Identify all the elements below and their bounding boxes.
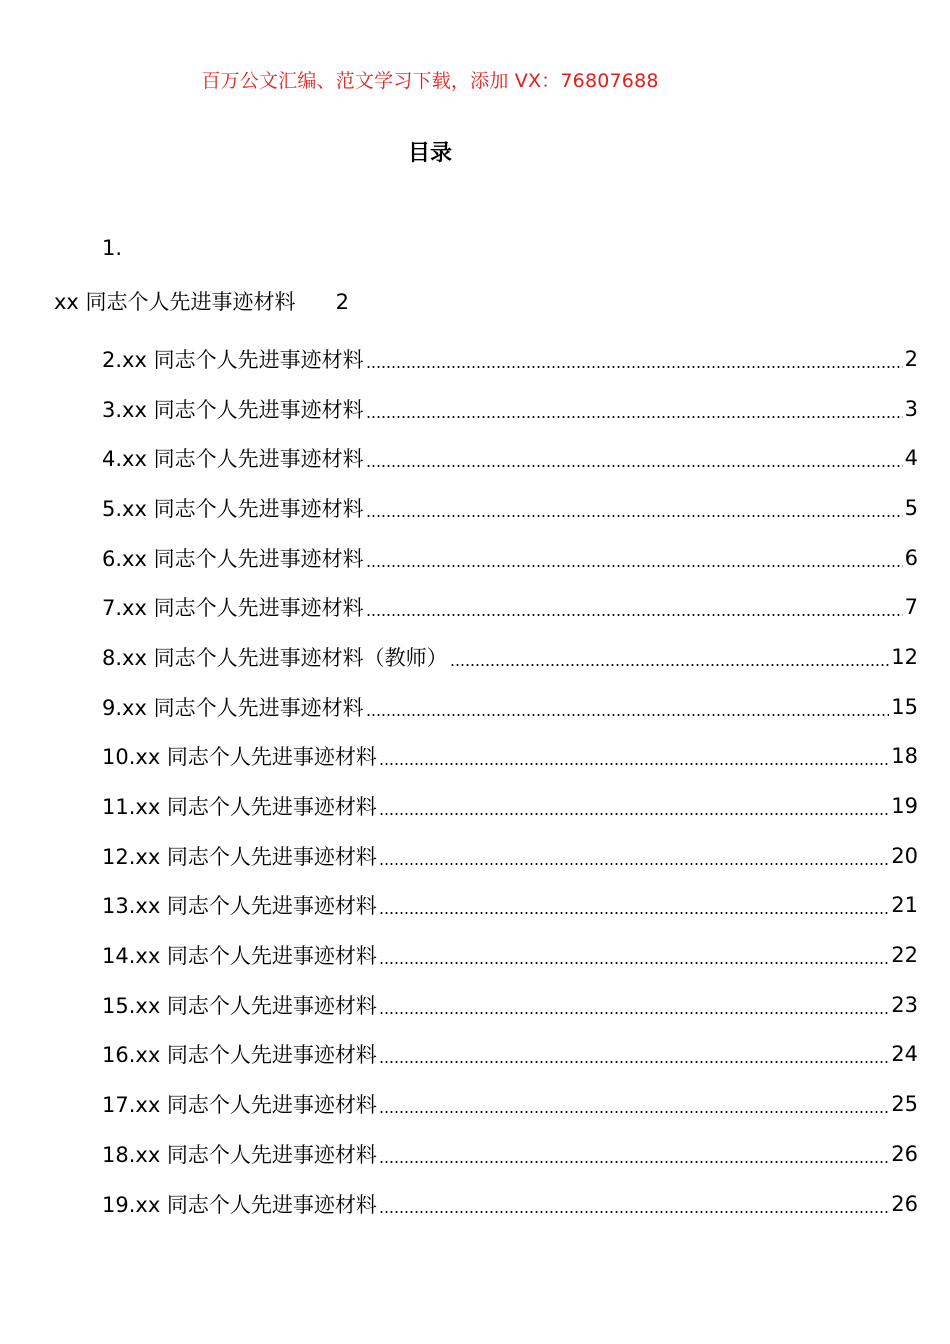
dot-leader bbox=[379, 863, 889, 865]
toc-entry-label: 11.xx 同志个人先进事迹材料 bbox=[102, 795, 377, 820]
toc-entry[interactable] bbox=[102, 881, 918, 931]
toc-entry-page: 23 bbox=[891, 992, 918, 1017]
toc-entry-page: 15 bbox=[891, 694, 918, 719]
toc-entry-1-number: 1. bbox=[102, 236, 123, 260]
toc-entry[interactable] bbox=[102, 632, 918, 682]
toc-entry-page: 18 bbox=[891, 744, 918, 769]
toc-entry-label: 2.xx 同志个人先进事迹材料 bbox=[102, 347, 364, 372]
toc-entry-page: 2 bbox=[904, 346, 918, 371]
dot-leader bbox=[366, 614, 903, 616]
dot-leader bbox=[379, 1012, 889, 1014]
toc-entry[interactable] bbox=[102, 1129, 918, 1179]
toc-entry-label: 15.xx 同志个人先进事迹材料 bbox=[102, 993, 377, 1018]
toc-entry[interactable] bbox=[102, 732, 918, 782]
toc-entry-1[interactable] bbox=[54, 286, 349, 316]
toc-entry-page: 26 bbox=[891, 1141, 918, 1166]
toc-entry-label: 9.xx 同志个人先进事迹材料 bbox=[102, 695, 364, 720]
toc-entry-label: 5.xx 同志个人先进事迹材料 bbox=[102, 496, 364, 521]
watermark-banner: 百万公文汇编、范文学习下载，添加 VX：76807688 bbox=[201, 70, 659, 92]
toc-entry-1-page: 2 bbox=[335, 290, 349, 314]
page-title: 目录 bbox=[407, 141, 452, 166]
dot-leader bbox=[379, 1161, 889, 1163]
dot-leader bbox=[379, 1111, 889, 1113]
toc-entry-page: 21 bbox=[891, 893, 918, 918]
toc-entry-label: 6.xx 同志个人先进事迹材料 bbox=[102, 546, 364, 571]
toc-entry[interactable] bbox=[102, 533, 918, 583]
dot-leader bbox=[366, 366, 903, 368]
toc-entry-1-label: xx 同志个人先进事迹材料 bbox=[54, 290, 296, 314]
toc-entry[interactable] bbox=[102, 781, 918, 831]
toc-entry-page: 24 bbox=[891, 1042, 918, 1067]
toc-entry[interactable] bbox=[102, 582, 918, 632]
toc-entry-page: 5 bbox=[904, 495, 918, 520]
toc-entry-page: 3 bbox=[904, 396, 918, 421]
toc-entry[interactable] bbox=[102, 831, 918, 881]
toc-entry-label: 8.xx 同志个人先进事迹材料（教师） bbox=[102, 645, 448, 670]
dot-leader bbox=[379, 1211, 889, 1213]
table-of-contents bbox=[102, 334, 918, 1228]
toc-entry[interactable] bbox=[102, 1179, 918, 1229]
toc-entry-page: 20 bbox=[891, 843, 918, 868]
dot-leader bbox=[366, 515, 903, 517]
toc-entry-page: 7 bbox=[904, 595, 918, 620]
toc-entry-label: 16.xx 同志个人先进事迹材料 bbox=[102, 1043, 377, 1068]
toc-entry-page: 4 bbox=[904, 446, 918, 471]
dot-leader bbox=[450, 664, 890, 666]
toc-entry[interactable] bbox=[102, 980, 918, 1030]
toc-entry-label: 19.xx 同志个人先进事迹材料 bbox=[102, 1192, 377, 1217]
toc-entry[interactable] bbox=[102, 1079, 918, 1129]
toc-entry-page: 6 bbox=[904, 545, 918, 570]
toc-entry-label: 7.xx 同志个人先进事迹材料 bbox=[102, 596, 364, 621]
toc-entry-label: 18.xx 同志个人先进事迹材料 bbox=[102, 1142, 377, 1167]
toc-entry-label: 17.xx 同志个人先进事迹材料 bbox=[102, 1093, 377, 1118]
dot-leader bbox=[379, 962, 889, 964]
toc-entry[interactable] bbox=[102, 682, 918, 732]
toc-entry-page: 25 bbox=[891, 1092, 918, 1117]
toc-entry-label: 12.xx 同志个人先进事迹材料 bbox=[102, 844, 377, 869]
toc-entry-page: 26 bbox=[891, 1191, 918, 1216]
dot-leader bbox=[379, 813, 889, 815]
dot-leader bbox=[379, 912, 889, 914]
dot-leader bbox=[366, 416, 903, 418]
toc-entry-page: 12 bbox=[891, 644, 918, 669]
dot-leader bbox=[366, 565, 903, 567]
toc-entry[interactable] bbox=[102, 433, 918, 483]
toc-entry[interactable] bbox=[102, 1030, 918, 1080]
toc-entry-page: 22 bbox=[891, 943, 918, 968]
dot-leader bbox=[366, 465, 903, 467]
dot-leader bbox=[366, 714, 890, 716]
toc-entry[interactable] bbox=[102, 930, 918, 980]
dot-leader bbox=[379, 763, 889, 765]
toc-entry-label: 10.xx 同志个人先进事迹材料 bbox=[102, 745, 377, 770]
toc-entry-label: 13.xx 同志个人先进事迹材料 bbox=[102, 894, 377, 919]
toc-entry[interactable] bbox=[102, 384, 918, 434]
dot-leader bbox=[379, 1061, 889, 1063]
toc-entry-label: 4.xx 同志个人先进事迹材料 bbox=[102, 447, 364, 472]
toc-entry-page: 19 bbox=[891, 794, 918, 819]
toc-entry[interactable] bbox=[102, 483, 918, 533]
toc-entry-label: 14.xx 同志个人先进事迹材料 bbox=[102, 944, 377, 969]
toc-entry[interactable] bbox=[102, 334, 918, 384]
toc-entry-label: 3.xx 同志个人先进事迹材料 bbox=[102, 397, 364, 422]
